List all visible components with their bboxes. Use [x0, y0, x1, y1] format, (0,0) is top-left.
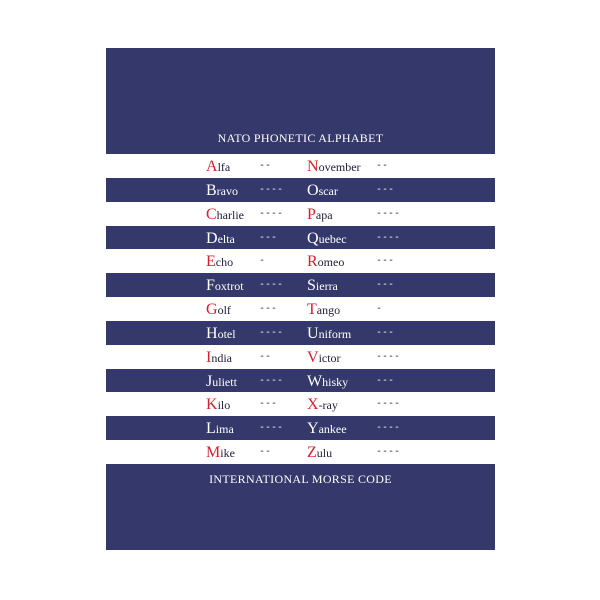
word-initial: V — [307, 348, 319, 366]
alphabet-row — [106, 273, 495, 297]
alphabet-row — [106, 202, 495, 226]
alphabet-row — [106, 345, 495, 369]
phonetic-word-right — [307, 345, 341, 369]
morse-code-right: -- — [376, 160, 389, 171]
morse-code-left: ---- — [259, 207, 284, 219]
phonetic-word-left — [206, 249, 233, 273]
word-initial: J — [206, 372, 213, 390]
alphabet-row — [106, 369, 495, 393]
word-initial: O — [307, 181, 319, 199]
word-rest: ndia — [211, 350, 232, 365]
phonetic-word-left — [206, 345, 232, 369]
poster-subtitle: INTERNATIONAL MORSE CODE — [209, 472, 392, 486]
morse-code-left: -- — [259, 160, 272, 171]
word-rest: ango — [316, 303, 341, 318]
word-initial: X — [307, 396, 319, 414]
morse-code-right: ---- — [376, 398, 401, 410]
phonetic-word-right — [307, 297, 340, 321]
morse-code-right: ---- — [376, 231, 401, 243]
phonetic-word-left — [206, 440, 235, 464]
morse-code-right: --- — [376, 374, 395, 386]
word-rest: otel — [217, 326, 236, 341]
morse-code-right: - — [376, 303, 383, 315]
morse-code-right: ---- — [376, 446, 401, 458]
morse-code-right: --- — [376, 279, 395, 291]
word-rest: ravo — [216, 183, 238, 198]
phonetic-word-right — [307, 369, 348, 393]
word-initial: Y — [307, 420, 319, 438]
word-initial: E — [206, 253, 216, 271]
phonetic-word-left — [206, 178, 238, 202]
word-rest: uliett — [212, 374, 237, 389]
word-initial: P — [307, 205, 316, 223]
phonetic-word-right — [307, 202, 333, 226]
word-rest: ictor — [318, 350, 341, 365]
word-initial: I — [206, 348, 212, 366]
word-initial: R — [307, 253, 318, 271]
word-rest: lfa — [217, 160, 231, 174]
phonetic-word-left — [206, 392, 230, 416]
morse-code-left: -- — [259, 350, 272, 362]
word-initial: F — [206, 277, 215, 295]
alphabet-row — [106, 226, 495, 250]
word-initial: K — [206, 396, 218, 414]
phonetic-word-right — [307, 249, 344, 273]
phonetic-word-right — [307, 416, 347, 440]
morse-code-left: -- — [259, 446, 272, 458]
morse-code-left: - — [259, 255, 266, 267]
alphabet-row — [106, 392, 495, 416]
word-initial: M — [206, 444, 221, 462]
word-initial: C — [206, 205, 217, 223]
morse-code-left: ---- — [259, 422, 284, 434]
word-initial: Z — [307, 444, 317, 462]
word-rest: ulu — [316, 446, 333, 461]
alphabet-row — [106, 154, 495, 178]
word-rest: oxtrot — [214, 279, 244, 294]
phonetic-word-right — [307, 392, 338, 416]
word-rest: -ray — [318, 398, 338, 413]
word-rest: ima — [215, 422, 234, 437]
morse-code-left: --- — [259, 231, 278, 243]
word-initial: N — [307, 158, 319, 175]
word-initial: D — [206, 229, 218, 247]
word-rest: ilo — [217, 398, 231, 413]
alphabet-row — [106, 178, 495, 202]
morse-code-right: ---- — [376, 207, 401, 219]
alphabet-row — [106, 416, 495, 440]
phonetic-word-right — [307, 178, 338, 202]
word-initial: B — [206, 181, 217, 199]
morse-code-left: --- — [259, 303, 278, 315]
morse-code-left: --- — [259, 398, 278, 410]
word-initial: G — [206, 301, 218, 319]
word-rest: hisky — [322, 374, 349, 389]
word-rest: uebec — [318, 231, 347, 246]
phonetic-word-left — [206, 226, 235, 250]
morse-code-left: ---- — [259, 326, 284, 338]
word-rest: scar — [318, 183, 338, 198]
word-initial: H — [206, 324, 218, 342]
word-rest: ierra — [315, 279, 338, 294]
word-initial: W — [307, 372, 323, 390]
word-rest: olf — [217, 303, 231, 318]
word-rest: cho — [215, 255, 234, 270]
word-rest: elta — [217, 231, 235, 246]
alphabet-row — [106, 297, 495, 321]
phonetic-word-right — [307, 321, 351, 345]
word-rest: niform — [318, 326, 352, 341]
alphabet-row — [106, 440, 495, 464]
morse-code-left: ---- — [259, 183, 284, 195]
word-rest: apa — [315, 207, 333, 222]
word-rest: ankee — [318, 422, 347, 437]
phonetic-word-left — [206, 154, 230, 178]
phonetic-word-right — [307, 273, 338, 297]
word-rest: omeo — [317, 255, 345, 270]
poster-title: NATO PHONETIC ALPHABET — [217, 131, 384, 145]
alphabet-row — [106, 249, 495, 273]
phonetic-word-right — [307, 154, 361, 178]
phonetic-word-left — [206, 273, 244, 297]
morse-code-right: --- — [376, 255, 395, 267]
word-initial: U — [307, 324, 319, 342]
word-initial: Q — [307, 229, 319, 247]
phonetic-word-right — [307, 226, 347, 250]
word-initial: T — [307, 301, 317, 319]
word-rest: ovember — [318, 160, 361, 174]
morse-code-right: ---- — [376, 350, 401, 362]
word-rest: ike — [220, 446, 235, 461]
morse-code-left: ---- — [259, 374, 284, 386]
word-initial: L — [206, 420, 216, 438]
phonetic-word-left — [206, 416, 234, 440]
morse-code-right: --- — [376, 326, 395, 338]
alphabet-table — [106, 154, 495, 464]
phonetic-word-left — [206, 321, 236, 345]
morse-code-right: --- — [376, 183, 395, 195]
word-initial: S — [307, 277, 316, 295]
phonetic-word-left — [206, 369, 237, 393]
poster — [106, 48, 495, 550]
phonetic-word-left — [206, 202, 244, 226]
word-rest: harlie — [216, 207, 244, 222]
alphabet-row — [106, 321, 495, 345]
phonetic-word-left — [206, 297, 231, 321]
morse-code-left: ---- — [259, 279, 284, 291]
morse-code-right: ---- — [376, 422, 401, 434]
phonetic-word-right — [307, 440, 332, 464]
word-initial: A — [206, 158, 218, 175]
